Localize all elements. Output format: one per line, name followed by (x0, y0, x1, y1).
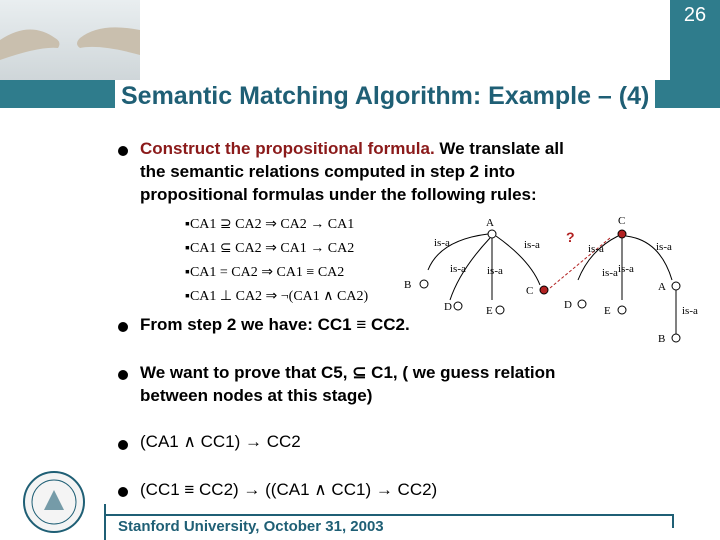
edge-label-4: is-a (524, 239, 540, 251)
node-label-e: E (486, 305, 493, 317)
edge-label-r1: is-a (588, 243, 604, 255)
bullet-dot (118, 370, 128, 380)
node-b (420, 280, 428, 288)
footer-rule-left (104, 504, 106, 540)
page-number: 26 (683, 4, 707, 26)
node-a (488, 230, 496, 238)
node-d-right (578, 300, 586, 308)
bullet-dot (118, 146, 128, 156)
rule-4: ▪CA1 ⊥ CA2 ⇒ ¬(CA1 ∧ CA2) (185, 289, 369, 304)
node-label-c-right: C (618, 215, 626, 227)
node-c-right (618, 230, 626, 238)
edge-label-1: is-a (434, 237, 450, 249)
node-label-d: D (444, 301, 452, 313)
bullet1-line3: propositional formulas under the following rules: (140, 185, 537, 204)
rule-3: ▪CA1 = CA2 ⇒ CA1 ≡ CA2 (185, 265, 345, 280)
footer-rule (104, 514, 674, 516)
node-label-a-right: A (658, 281, 666, 293)
bullet1-line2: the semantic relations computed in step 2 into (140, 162, 516, 181)
node-label-d-right: D (564, 299, 572, 311)
rule-1: ▪CA1 ⊇ CA2 ⇒ CA2 → CA1 (185, 217, 355, 232)
footer-text: Stanford University, October 31, 2003 (118, 518, 384, 535)
edge-label-r4: is-a (618, 263, 634, 275)
footer-rule-right (672, 514, 674, 528)
node-a-right (672, 282, 680, 290)
node-e-right (618, 306, 626, 314)
node-label-c: C (526, 285, 534, 297)
slide-title: Semantic Matching Algorithm: Example – (4) (115, 80, 655, 113)
bullet3-line1: We want to prove that C5, ⊆ C1, ( we guess relation (140, 363, 556, 382)
edge-label-2: is-a (450, 263, 466, 275)
bullet1-line1 (140, 139, 564, 159)
node-label-a: A (486, 217, 494, 229)
bullet-dot (118, 487, 128, 497)
bullet-dot (118, 322, 128, 332)
bullet1-rest: We translate all (434, 139, 564, 158)
creation-hands-image (0, 0, 140, 80)
edge-label-r3: is-a (656, 241, 672, 253)
bullet1-highlight: Construct the propositional formula. (140, 139, 435, 158)
question-mark: ? (566, 229, 575, 245)
edge-label-3: is-a (487, 265, 503, 277)
bullet3-line2: between nodes at this stage) (140, 386, 373, 405)
bullet-dot (118, 440, 128, 450)
node-label-e-right: E (604, 305, 611, 317)
edge-label-r5: is-a (682, 305, 698, 317)
bullet4-formula: (CA1 ∧ CC1) → CC2 (140, 432, 301, 451)
university-seal-logo (22, 470, 86, 534)
node-label-b: B (404, 279, 412, 291)
rule-2: ▪CA1 ⊆ CA2 ⇒ CA1 → CA2 (185, 241, 355, 256)
header-band (0, 0, 720, 108)
bullet5-formula: (CC1 ≡ CC2) → ((CA1 ∧ CC1) → CC2) (140, 480, 438, 499)
node-b-right (672, 334, 680, 342)
node-c-highlight (540, 286, 548, 294)
node-e (496, 306, 504, 314)
edge-label-r2: is-a (602, 267, 618, 279)
node-d (454, 302, 462, 310)
tree-diagram (400, 210, 710, 350)
node-label-b-right: B (658, 333, 666, 345)
bullet2-text: From step 2 we have: CC1 ≡ CC2. (140, 315, 410, 334)
